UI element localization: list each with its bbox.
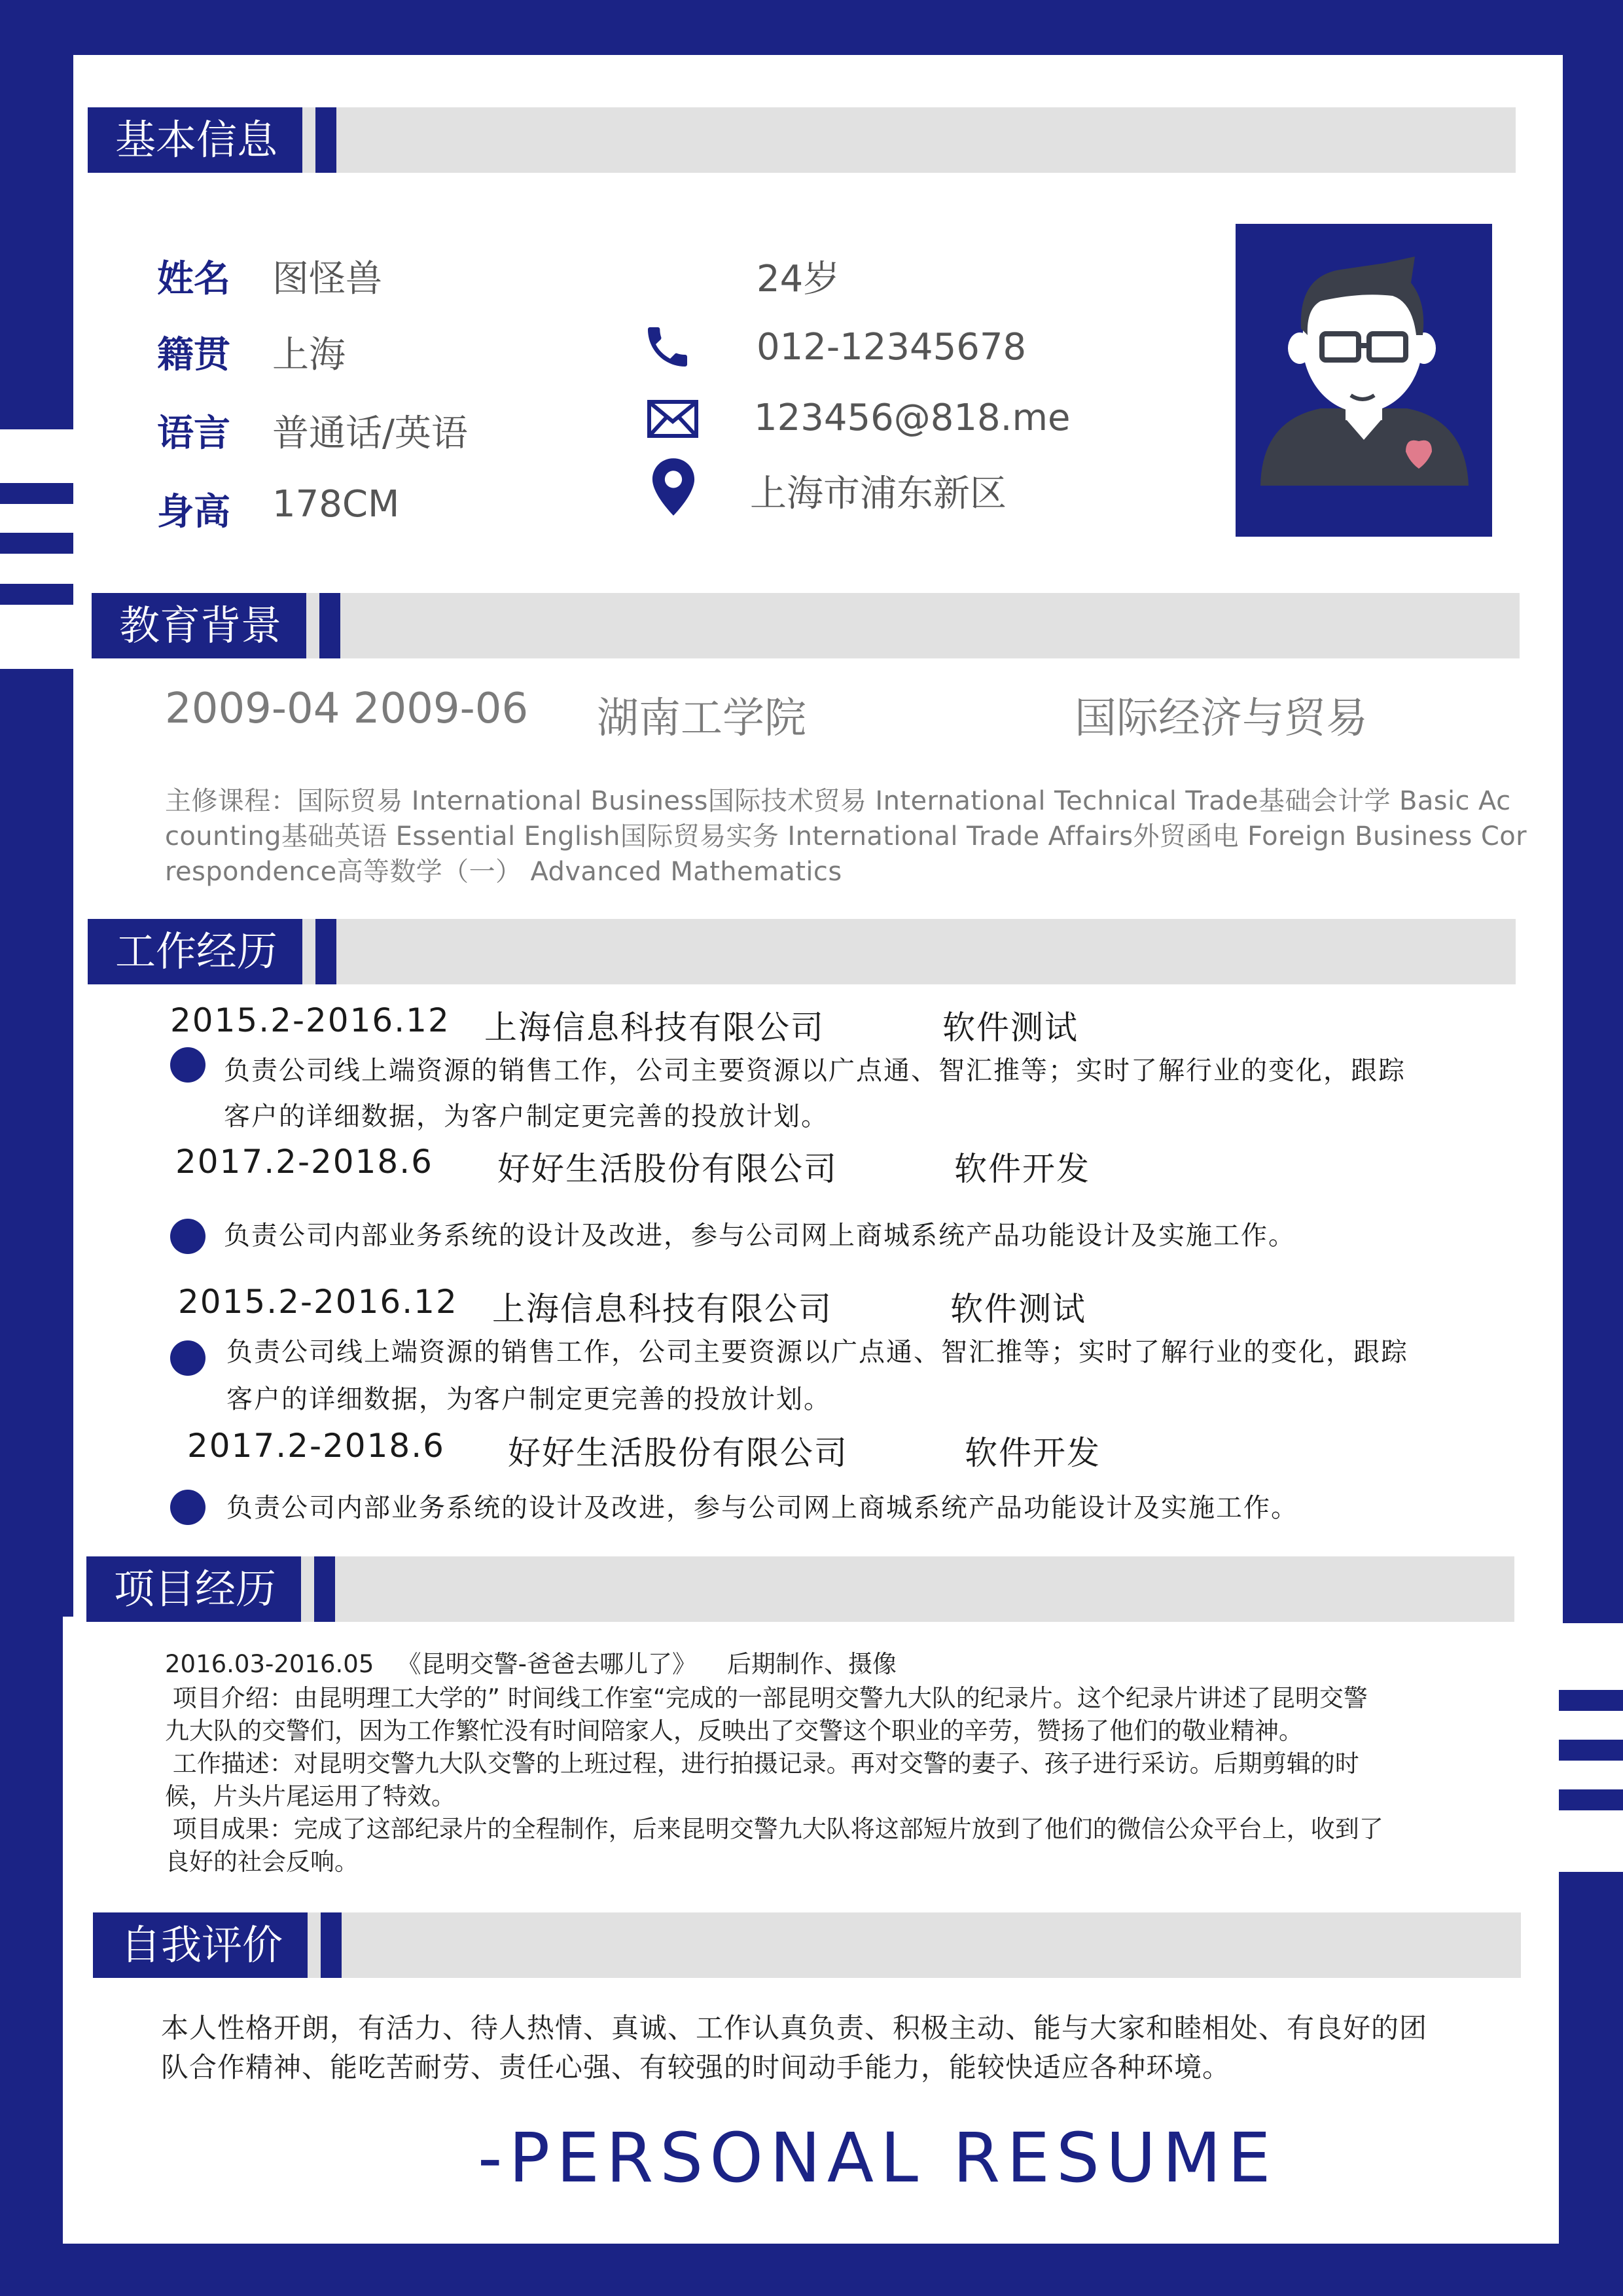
- phone-value: 012-12345678: [757, 326, 1027, 368]
- work-role: 软件测试: [950, 1290, 1086, 1328]
- project-line: 项目介绍：由昆明理工大学的” 时间线工作室“完成的一部昆明交警九大队的纪录片。这个纪录片讲述了昆明交警: [165, 1684, 1368, 1712]
- footer-title: -PERSONAL RESUME: [478, 2118, 1277, 2198]
- mail-icon: [647, 398, 699, 440]
- work-desc: 负责公司内部业务系统的设计及改进，参与公司网上商城系统产品功能设计及实施工作。: [226, 1493, 1298, 1523]
- address-value: 上海市浦东新区: [750, 473, 1007, 515]
- education-courses-1: 主修课程：国际贸易 International Business国际技术贸易 International Technical Trade基础会计学 Basic Ac: [165, 786, 1511, 816]
- height-label: 身高: [157, 491, 230, 533]
- self-evaluation-line: 本人性格开朗，有活力、待人热情、真诚、工作认真负责、积极主动、能与大家和睦相处、有良好的团: [161, 2012, 1428, 2044]
- section-tick-work: [315, 919, 336, 984]
- right-stripe-2: [1559, 1740, 1623, 1761]
- right-stripe-3: [1559, 1789, 1623, 1810]
- age-value: 24岁: [757, 258, 840, 300]
- project-line: 工作描述：对昆明交警九大队交警的上班过程，进行拍摄记录。再对交警的妻子、孩子进行采访。后期剪辑的时: [165, 1749, 1359, 1778]
- work-company: 上海信息科技有限公司: [492, 1290, 832, 1328]
- work-period: 2015.2-2016.12: [178, 1283, 458, 1321]
- section-title-work: 工作经历: [88, 919, 302, 984]
- education-courses-3: respondence高等数学（一） Advanced Mathematics: [165, 857, 842, 887]
- work-company: 好好生活股份有限公司: [497, 1150, 838, 1188]
- work-period: 2017.2-2018.6: [187, 1427, 445, 1465]
- project-line: 良好的社会反响。: [165, 1848, 359, 1876]
- education-period: 2009-04 2009-06: [165, 685, 529, 733]
- work-desc: 负责公司内部业务系统的设计及改进，参与公司网上商城系统产品功能设计及实施工作。: [224, 1221, 1296, 1251]
- work-company: 好好生活股份有限公司: [508, 1434, 848, 1472]
- right-stripe-1: [1559, 1690, 1623, 1711]
- work-period: 2015.2-2016.12: [170, 1001, 450, 1039]
- work-desc: 客户的详细数据，为客户制定更完善的投放计划。: [224, 1102, 829, 1132]
- work-bullet: [170, 1047, 205, 1083]
- project-line: 项目成果：完成了这部纪录片的全程制作，后来昆明交警九大队将这部短片放到了他们的微信公众平台上，收到了: [165, 1815, 1383, 1843]
- hometown-label: 籍贯: [157, 334, 230, 376]
- work-bullet: [170, 1490, 205, 1525]
- work-desc: 负责公司线上端资源的销售工作，公司主要资源以广点通、智汇推等；实时了解行业的变化，跟踪: [224, 1056, 1406, 1086]
- work-bullet: [170, 1340, 205, 1376]
- section-tick-education: [319, 593, 340, 658]
- project-line: 2016.03-2016.05 《昆明交警-爸爸去哪儿了》 后期制作、摄像: [165, 1650, 897, 1678]
- language-label: 语言: [157, 412, 230, 455]
- name-value: 图怪兽: [272, 258, 382, 300]
- email-value: 123456@818.me: [754, 397, 1071, 439]
- work-bullet: [170, 1219, 205, 1254]
- avatar: [1236, 224, 1492, 537]
- section-title-self: 自我评价: [93, 1912, 308, 1978]
- left-stripe-1: [0, 483, 73, 504]
- phone-icon: [641, 321, 694, 373]
- work-company: 上海信息科技有限公司: [484, 1009, 825, 1047]
- section-title-basic: 基本信息: [88, 107, 302, 173]
- self-evaluation-line: 队合作精神、能吃苦耐劳、责任心强、有较强的时间动手能力，能较快适应各种环境。: [161, 2051, 1231, 2083]
- language-value: 普通话/英语: [272, 412, 468, 455]
- height-value: 178CM: [272, 483, 400, 526]
- section-tick-project: [314, 1556, 335, 1622]
- work-role: 软件测试: [942, 1009, 1079, 1047]
- work-role: 软件开发: [965, 1434, 1101, 1472]
- name-label: 姓名: [157, 258, 230, 300]
- project-line: 九大队的交警们，因为工作繁忙没有时间陪家人，反映出了交警这个职业的辛劳，赞扬了他们的敬业精神。: [165, 1717, 1303, 1745]
- left-stripe-2: [0, 533, 73, 554]
- work-desc: 客户的详细数据，为客户制定更完善的投放计划。: [226, 1384, 831, 1414]
- section-tick-self: [321, 1912, 342, 1978]
- work-desc: 负责公司线上端资源的销售工作，公司主要资源以广点通、智汇推等；实时了解行业的变化，跟踪: [226, 1337, 1408, 1367]
- education-major: 国际经济与贸易: [1075, 694, 1368, 743]
- work-role: 软件开发: [954, 1150, 1090, 1188]
- hometown-value: 上海: [272, 334, 346, 376]
- section-tick-basic: [315, 107, 336, 173]
- left-stripe-3: [0, 584, 73, 605]
- location-pin-icon: [651, 458, 696, 516]
- education-courses-2: counting基础英语 Essential English国际贸易实务 International Trade Affairs外贸函电 Foreign Business Cor: [165, 821, 1527, 852]
- education-school: 湖南工学院: [597, 694, 806, 743]
- section-title-education: 教育背景: [92, 593, 306, 658]
- section-title-project: 项目经历: [86, 1556, 301, 1622]
- work-period: 2017.2-2018.6: [175, 1143, 433, 1181]
- project-line: 候，片头片尾运用了特效。: [165, 1782, 455, 1810]
